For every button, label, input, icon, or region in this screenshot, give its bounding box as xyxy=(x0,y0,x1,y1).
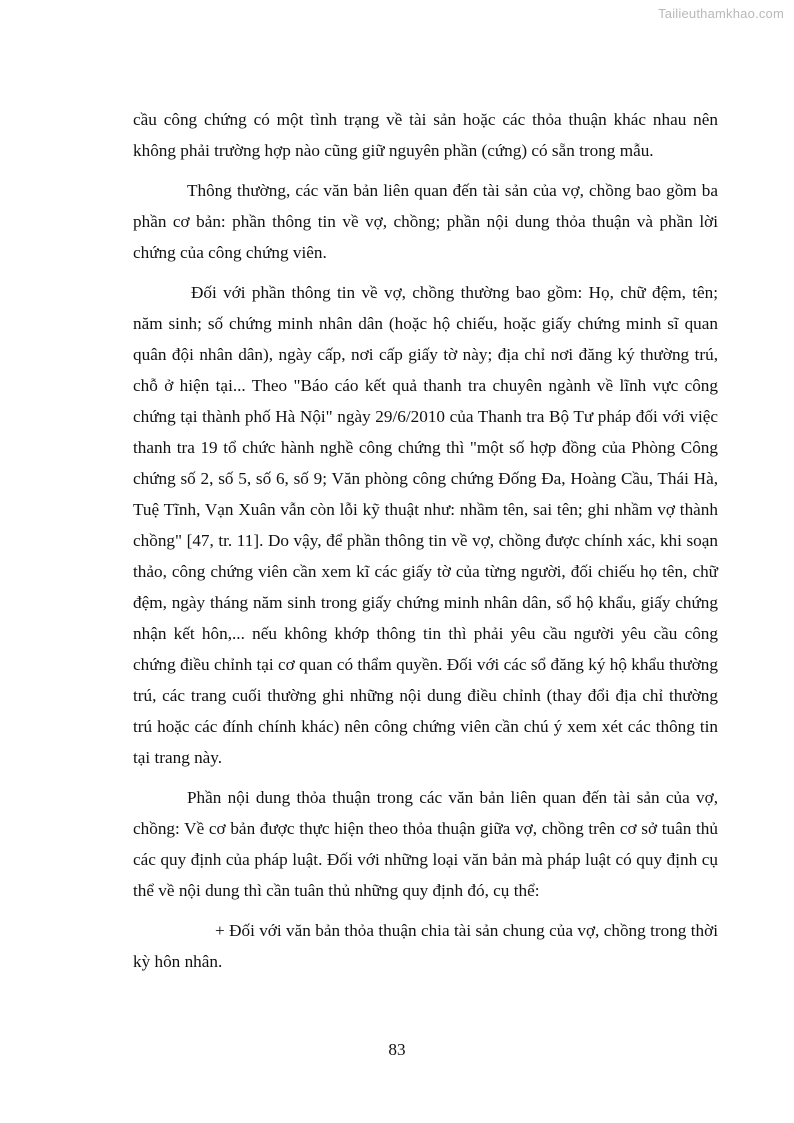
paragraph-document-parts: Thông thường, các văn bản liên quan đến tài sản của vợ, chồng bao gồm ba phần cơ bản: phần thông tin về vợ, chồng; phần nội dung thỏa thuận và phần lời chứng của công chứng viên. xyxy=(133,181,718,262)
paragraph-continuation: cầu công chứng có một tình trạng về tài sản hoặc các thỏa thuận khác nhau nên không phải trường hợp nào cũng giữ nguyên phần (cứng) có sẵn trong mẫu. xyxy=(133,110,718,160)
page-number: 83 xyxy=(388,1040,406,1059)
watermark-text: Tailieuthamkhao.com xyxy=(658,6,784,21)
paragraph-agreement-content: Phần nội dung thỏa thuận trong các văn bản liên quan đến tài sản của vợ, chồng: Về cơ bản được thực hiện theo thỏa thuận giữa vợ, chồng trên cơ sở tuân thủ các quy định của pháp luật. Đối với những loại văn bản mà pháp luật có quy định cụ thể về nội dung thì cần tuân thủ những quy định đó, cụ thể: xyxy=(133,788,718,900)
paragraph-list-item: + Đối với văn bản thỏa thuận chia tài sản chung của vợ, chồng trong thời kỳ hôn nhân. xyxy=(133,921,718,971)
document-body xyxy=(133,104,718,986)
paragraph-spouse-info: Đối với phần thông tin về vợ, chồng thường bao gồm: Họ, chữ đệm, tên; năm sinh; số chứng minh nhân dân (hoặc hộ chiếu, hoặc giấy chứng minh sĩ quan quân đội nhân dân), ngày cấp, nơi cấp giấy tờ này; địa chỉ nơi đăng ký thường trú, chỗ ở hiện tại... Theo "Báo cáo kết quả thanh tra chuyên ngành về lĩnh vực công chứng tại thành phố Hà Nội" ngày 29/6/2010 của Thanh tra Bộ Tư pháp đối với việc thanh tra 19 tổ chức hành nghề công chứng thì "một số hợp đồng của Phòng Công chứng số 2, số 5, số 6, số 9; Văn phòng công chứng Đống Đa, Hoàng Cầu, Thái Hà, Tuệ Tĩnh, Vạn Xuân vẫn còn lỗi kỹ thuật như: nhầm tên, sai tên; ghi nhầm vợ thành chồng" [47, tr. 11]. Do vậy, để phần thông tin về vợ, chồng được chính xác, khi soạn thảo, công chứng viên cần xem kĩ các giấy tờ của từng người, đối chiếu họ tên, chữ đệm, ngày tháng năm sinh trong giấy chứng minh nhân dân, sổ hộ khẩu, giấy chứng nhận kết hôn,... nếu không khớp thông tin thì phải yêu cầu người yêu cầu công chứng điều chỉnh tại cơ quan có thẩm quyền. Đối với các sổ đăng ký hộ khẩu thường trú, các trang cuối thường ghi những nội dung điều chỉnh (thay đổi địa chỉ thường trú hoặc các đính chính khác) nên công chứng viên cần chú ý xem xét các thông tin tại trang này. xyxy=(133,283,718,767)
